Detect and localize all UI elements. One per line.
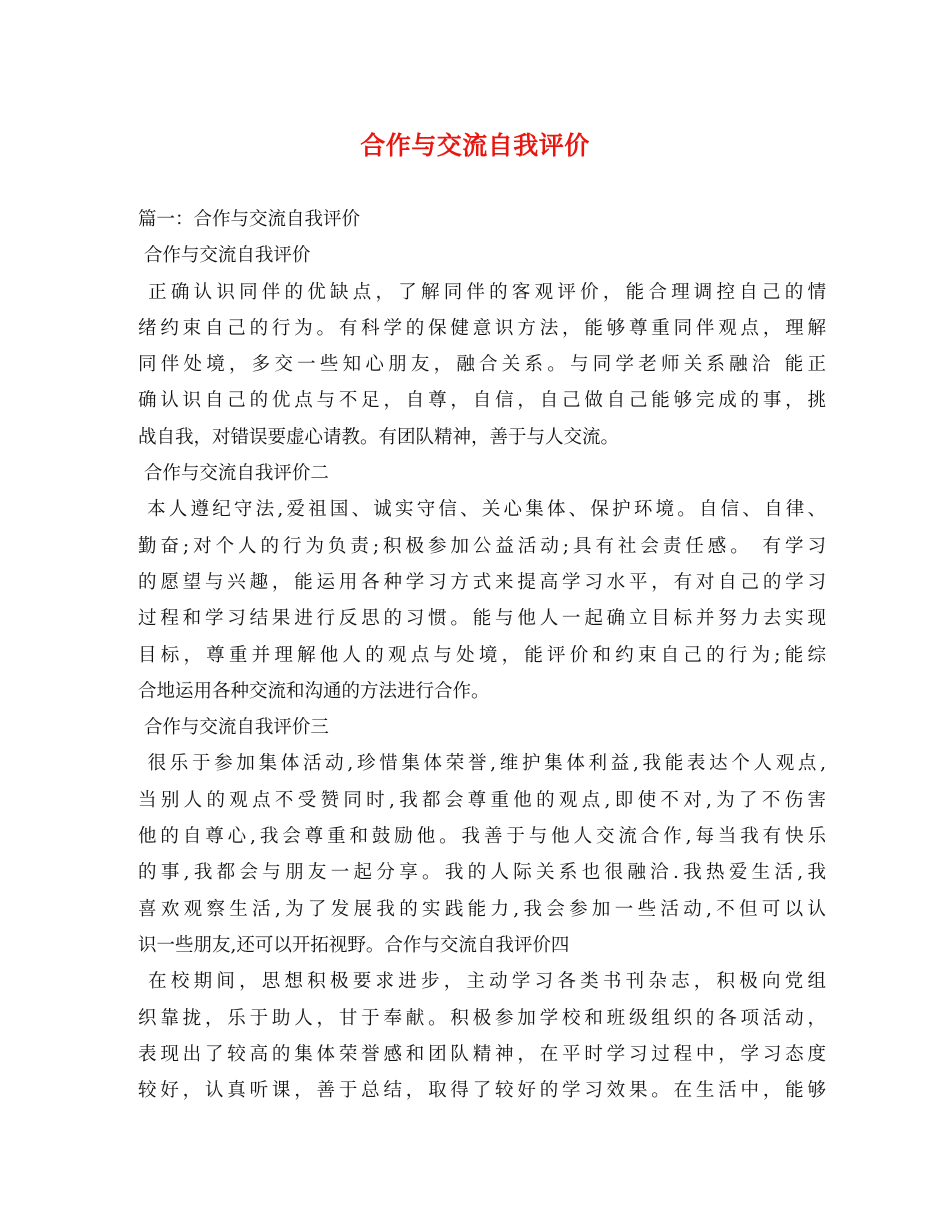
paragraph-line: 喜欢观察生活,为了发展我的实践能力,我会参加一些活动,不但可以认 [138, 898, 826, 920]
subsection-heading: 合作与交流自我评价二 [138, 463, 329, 485]
document-body [138, 202, 826, 1109]
paragraph-line: 织靠拢，乐于助人，甘于奉献。积极参加学校和班级组织的各项活动， [138, 1007, 826, 1029]
document-title: 合作与交流自我评价 [360, 131, 590, 160]
paragraph-line: 绪约束自己的行为。有科学的保健意识方法，能够尊重同伴观点，理解 [138, 317, 826, 339]
paragraph-line: 的愿望与兴趣，能运用各种学习方式来提高学习水平，有对自己的学习 [138, 571, 826, 593]
subsection-heading: 合作与交流自我评价三 [138, 717, 329, 739]
paragraph-line: 过程和学习结果进行反思的习惯。能与他人一起确立目标并努力去实现 [138, 608, 826, 630]
paragraph-line: 识一些朋友,还可以开拓视野。合作与交流自我评价四 [138, 934, 570, 956]
subsection-heading: 合作与交流自我评价 [138, 245, 311, 267]
paragraph-line: 同伴处境，多交一些知心朋友，融合关系。与同学老师关系融洽 能正 [138, 354, 826, 376]
paragraph-line: 的事,我都会与朋友一起分享。我的人际关系也很融洽.我热爱生活,我 [138, 862, 826, 884]
paragraph-line: 当别人的观点不受赞同时,我都会尊重他的观点,即使不对,为了不伤害 [138, 789, 826, 811]
paragraph-line: 很乐于参加集体活动,珍惜集体荣誉,维护集体利益,我能表达个人观点, [138, 753, 826, 775]
section-heading: 篇一：合作与交流自我评价 [138, 209, 361, 230]
paragraph-line: 确认识自己的优点与不足，自尊，自信，自己做自己能够完成的事，挑 [138, 390, 826, 412]
paragraph-line: 正确认识同伴的优缺点，了解同伴的客观评价，能合理调控自己的情 [138, 281, 826, 303]
paragraph-line: 在校期间，思想积极要求进步，主动学习各类书刊杂志，积极向党组 [138, 971, 826, 993]
paragraph-line: 本人遵纪守法,爱祖国、诚实守信、关心集体、保护环境。自信、自律、 [138, 499, 826, 521]
paragraph-line: 表现出了较高的集体荣誉感和团队精神，在平时学习过程中，学习态度 [138, 1043, 826, 1065]
paragraph-line: 合地运用各种交流和沟通的方法进行合作。 [138, 680, 490, 702]
paragraph-line: 较好，认真听课，善于总结，取得了较好的学习效果。在生活中，能够 [138, 1080, 826, 1102]
paragraph-line: 战自我，对错误要虚心请教。有团队精神，善于与人交流。 [138, 426, 620, 448]
paragraph-line: 勤奋;对个人的行为负责;积极参加公益活动;具有社会责任感。 有学习 [138, 535, 826, 557]
paragraph-line: 他的自尊心,我会尊重和鼓励他。我善于与他人交流合作,每当我有快乐 [138, 826, 826, 848]
paragraph-line: 目标，尊重并理解他人的观点与处境，能评价和约束自己的行为;能综 [138, 644, 826, 666]
